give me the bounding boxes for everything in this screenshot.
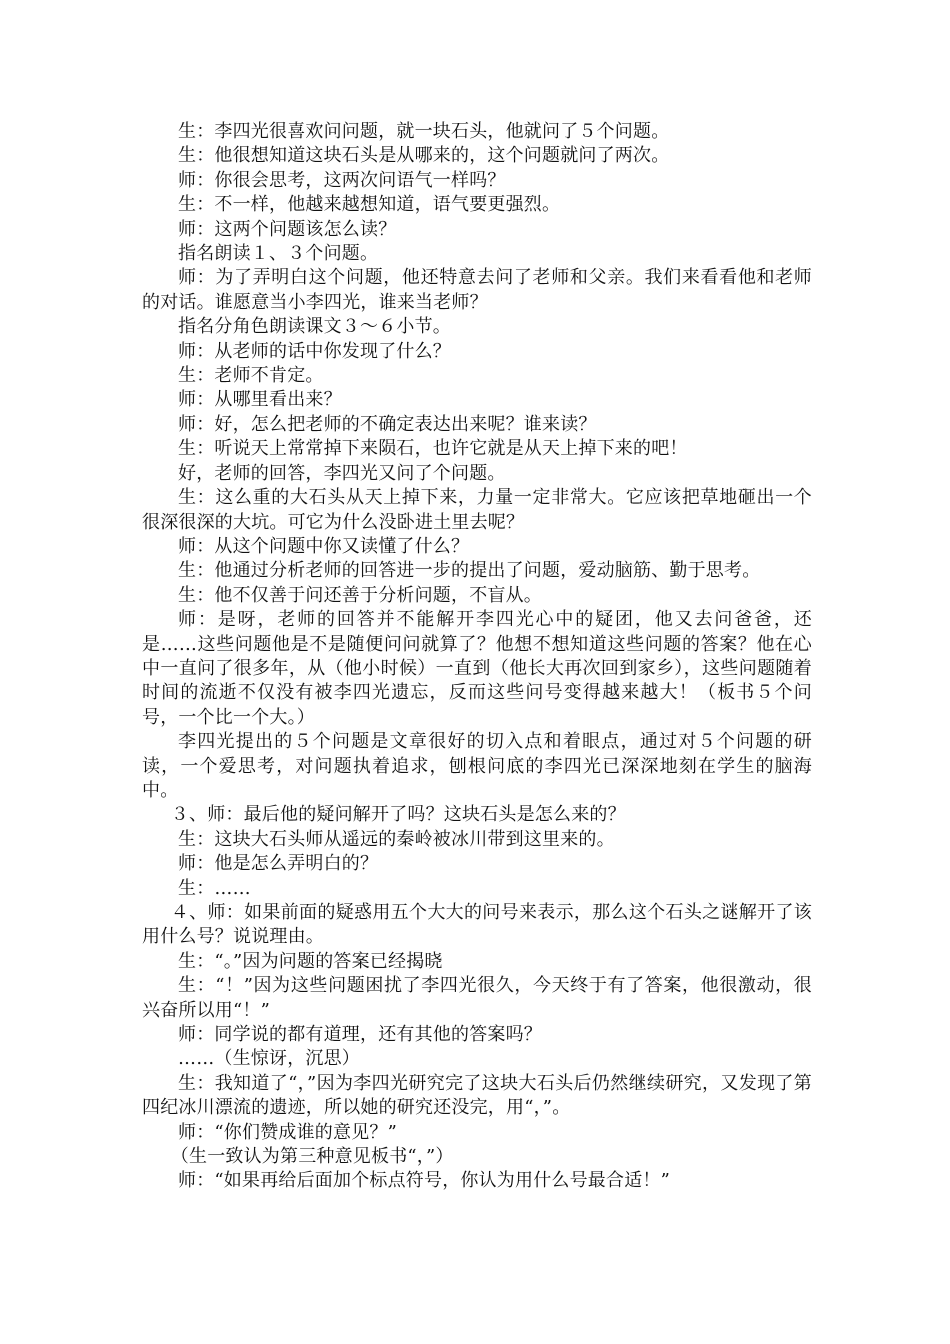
paragraph: 生：“。”因为问题的答案已经揭晓 <box>178 950 443 972</box>
paragraph: 生：不一样，他越来越想知道，语气要更强烈。 <box>178 194 561 216</box>
paragraph: ４、师：如果前面的疑惑用五个大大的问号来表示，那么这个石头之谜解开了该用什么号？说说理由。 <box>142 902 812 948</box>
paragraph: 生：李四光很喜欢问问题，就一块石头，他就问了５个问题。 <box>178 121 670 142</box>
paragraph: 师：同学说的都有道理，还有其他的答案吗？ <box>178 1024 542 1046</box>
paragraph: 师：是呀，老师的回答并不能解开李四光心中的疑团，他又去问爸爸，还是……这些问题他是不是随便问问就算了？他想不想知道这些问题的答案？他在心中一直问了很多年，从（他小时候）一直到（他长大再次回到家乡），这些问题随着时间的流逝不仅没有被李四光遗忘，反而这些问号变得越来越大！（板书５个问号，一个比一个大。） <box>142 609 812 728</box>
paragraph: 师：好，怎么把老师的不确定表达出来呢？谁来读？ <box>178 413 597 435</box>
paragraph: 好，老师的回答，李四光又问了个问题。 <box>178 462 506 484</box>
paragraph: （生一致认为第三种意见板书“，”） <box>170 1146 454 1168</box>
paragraph: 生：这块大石头师从遥远的秦岭被冰川带到这里来的。 <box>178 828 615 850</box>
paragraph: 生：他通过分析老师的回答进一步的提出了问题，爱动脑筋、勤于思考。 <box>178 560 761 582</box>
paragraph: 师：为了弄明白这个问题，他还特意去问了老师和父亲。我们来看看他和老师的对话。谁愿意当小李四光，谁来当老师？ <box>142 267 812 313</box>
paragraph: 指名朗读１、３个问题。 <box>178 243 379 265</box>
paragraph: 师：“如果再给后面加个标点符号，你认为用什么号最合适！” <box>178 1170 671 1192</box>
document-page <box>142 120 812 1194</box>
paragraph: 生：老师不肯定。 <box>178 365 324 387</box>
paragraph: 生：这么重的大石头从天上掉下来，力量一定非常大。它应该把草地砸出一个很深很深的大坑。可它为什么没卧进土里去呢？ <box>142 487 812 533</box>
paragraph: 师：从这个问题中你又读懂了什么？ <box>178 535 470 557</box>
paragraph: 生：我知道了“，”因为李四光研究完了这块大石头后仍然继续研究，又发现了第四纪冰川漂流的遗迹，所以她的研究还没完，用“，”。 <box>142 1072 812 1119</box>
paragraph: ３、师：最后他的疑问解开了吗？这块石头是怎么来的？ <box>170 804 626 826</box>
paragraph: 生：“！”因为这些问题困扰了李四光很久，今天终于有了答案，他很激动，很兴奋所以用“！” <box>142 975 812 1021</box>
paragraph: 指名分角色朗读课文３～６小节。 <box>178 316 451 338</box>
paragraph: 生：听说天上常常掉下来陨石，也许它就是从天上掉下来的吧！ <box>178 438 688 460</box>
paragraph: 李四光提出的５个问题是文章很好的切入点和着眼点，通过对５个问题的研读，一个爱思考，对问题执着追求，刨根问底的李四光已深深地刻在学生的脑海中。 <box>142 731 812 801</box>
paragraph: 生：…… <box>178 877 251 899</box>
paragraph: 师：他是怎么弄明白的？ <box>178 853 379 875</box>
paragraph: 师：你很会思考，这两次问语气一样吗？ <box>178 169 506 191</box>
paragraph: 师：“你们赞成谁的意见？” <box>178 1121 398 1143</box>
paragraph: 师：从哪里看出来？ <box>178 389 342 411</box>
paragraph: 师：从老师的话中你发现了什么？ <box>178 340 451 362</box>
paragraph: 师：这两个问题该怎么读？ <box>178 218 397 240</box>
paragraph: ……（生惊讶，沉思） <box>178 1048 360 1070</box>
paragraph: 生：他很想知道这块石头是从哪来的，这个问题就问了两次。 <box>178 145 670 167</box>
paragraph: 生：他不仅善于问还善于分析问题，不盲从。 <box>178 584 542 606</box>
